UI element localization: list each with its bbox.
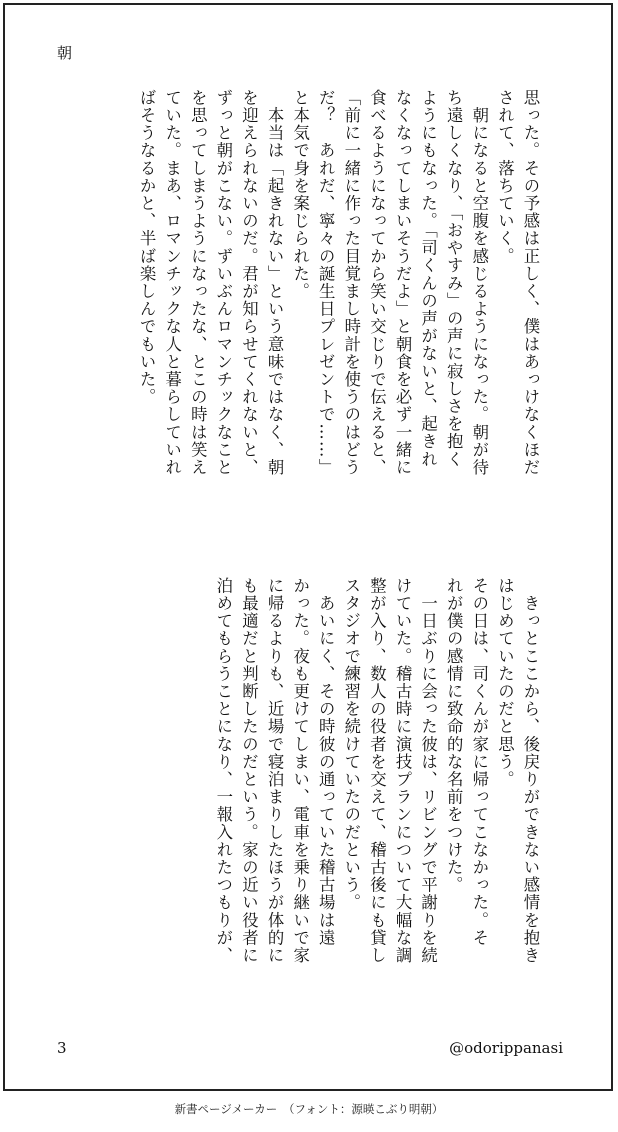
text-line: だ？ あれだ、寧々の誕生日プレゼントで……」 [316,89,336,477]
text-line: きっとここから、後戻りができない感情を抱き [521,577,540,965]
text-line: ばそうなるかと、半ば楽しんでもいた。 [137,89,157,406]
text-line: を迎えられないのだ。君が知らせてくれないと、 [239,89,259,477]
bottom-text-block [210,577,543,1022]
text-line: あいにく、その時彼の通っていた稽古場は遠 [316,577,336,947]
text-line: 一日ぶりに会った彼は、リビングで平謝りを続 [418,577,438,965]
text-line: ようにもなった。「司くんの声がないと、起きれ [418,89,438,468]
text-line: ていた。まあ、ロマンチックな人と暮らしていれ [162,89,182,477]
text-line: れが僕の感情に致命的な名前をつけた。 [444,577,464,894]
text-line: かった。夜も更けてしまい、電車を乗り継いで家 [290,577,310,965]
text-line: を思ってしまうようになったな、とこの時は笑え [188,89,208,477]
footer-credit: 新書ページメーカー （フォント：源暎こぶり明朝） [174,1102,444,1116]
text-line: ずっと朝がこない。ずいぶんロマンチックなこと [213,89,233,477]
text-line: に帰るよりも、近場で寝泊まりしたほうが体的に [265,577,285,965]
text-line: スタジオで練習を続けていたのだという。 [341,577,361,912]
author-handle: @odorippanasi [449,1039,563,1057]
text-line: 泊めてもらうことになり、一報入れたつもりが、 [213,577,233,965]
text-line: 朝になると空腹を感じるようになった。朝が待 [469,89,489,477]
text-line: はじめていたのだと思う。 [495,577,515,789]
book-page [3,3,613,1091]
chapter-title: 朝 [57,44,73,62]
text-line: ち遠しくなり、「おやすみ」の声に寂しさを抱く [444,89,464,468]
text-line: 食べるようになってから笑い交じりで伝えると、 [367,89,387,477]
page-number: 3 [57,1039,67,1057]
text-line: と本気で身を案じられた。 [290,89,310,301]
text-line: も最適だと判断したのだという。家の近い役者に [239,577,259,965]
text-line: その日は、司くんが家に帰ってこなかった。そ [469,577,489,947]
text-line: 本当は「起きれない」という意味ではなく、朝 [265,89,285,477]
text-line: されて、落ちていく。 [495,89,515,265]
text-line: けていた。稽古時に演技プランについて大幅な調 [393,577,413,965]
text-line: なくなってしまいそうだよ」と朝食を必ず一緒に [393,89,413,477]
text-line: 「前に一緒に作った目覚まし時計を使うのはどう [341,89,361,477]
text-line: 思った。その予感は正しく、僕はあっけなくほだ [521,89,540,477]
text-line: 整が入り、数人の役者を交えて、稽古後にも貸し [367,577,387,965]
top-text-block [134,89,544,534]
